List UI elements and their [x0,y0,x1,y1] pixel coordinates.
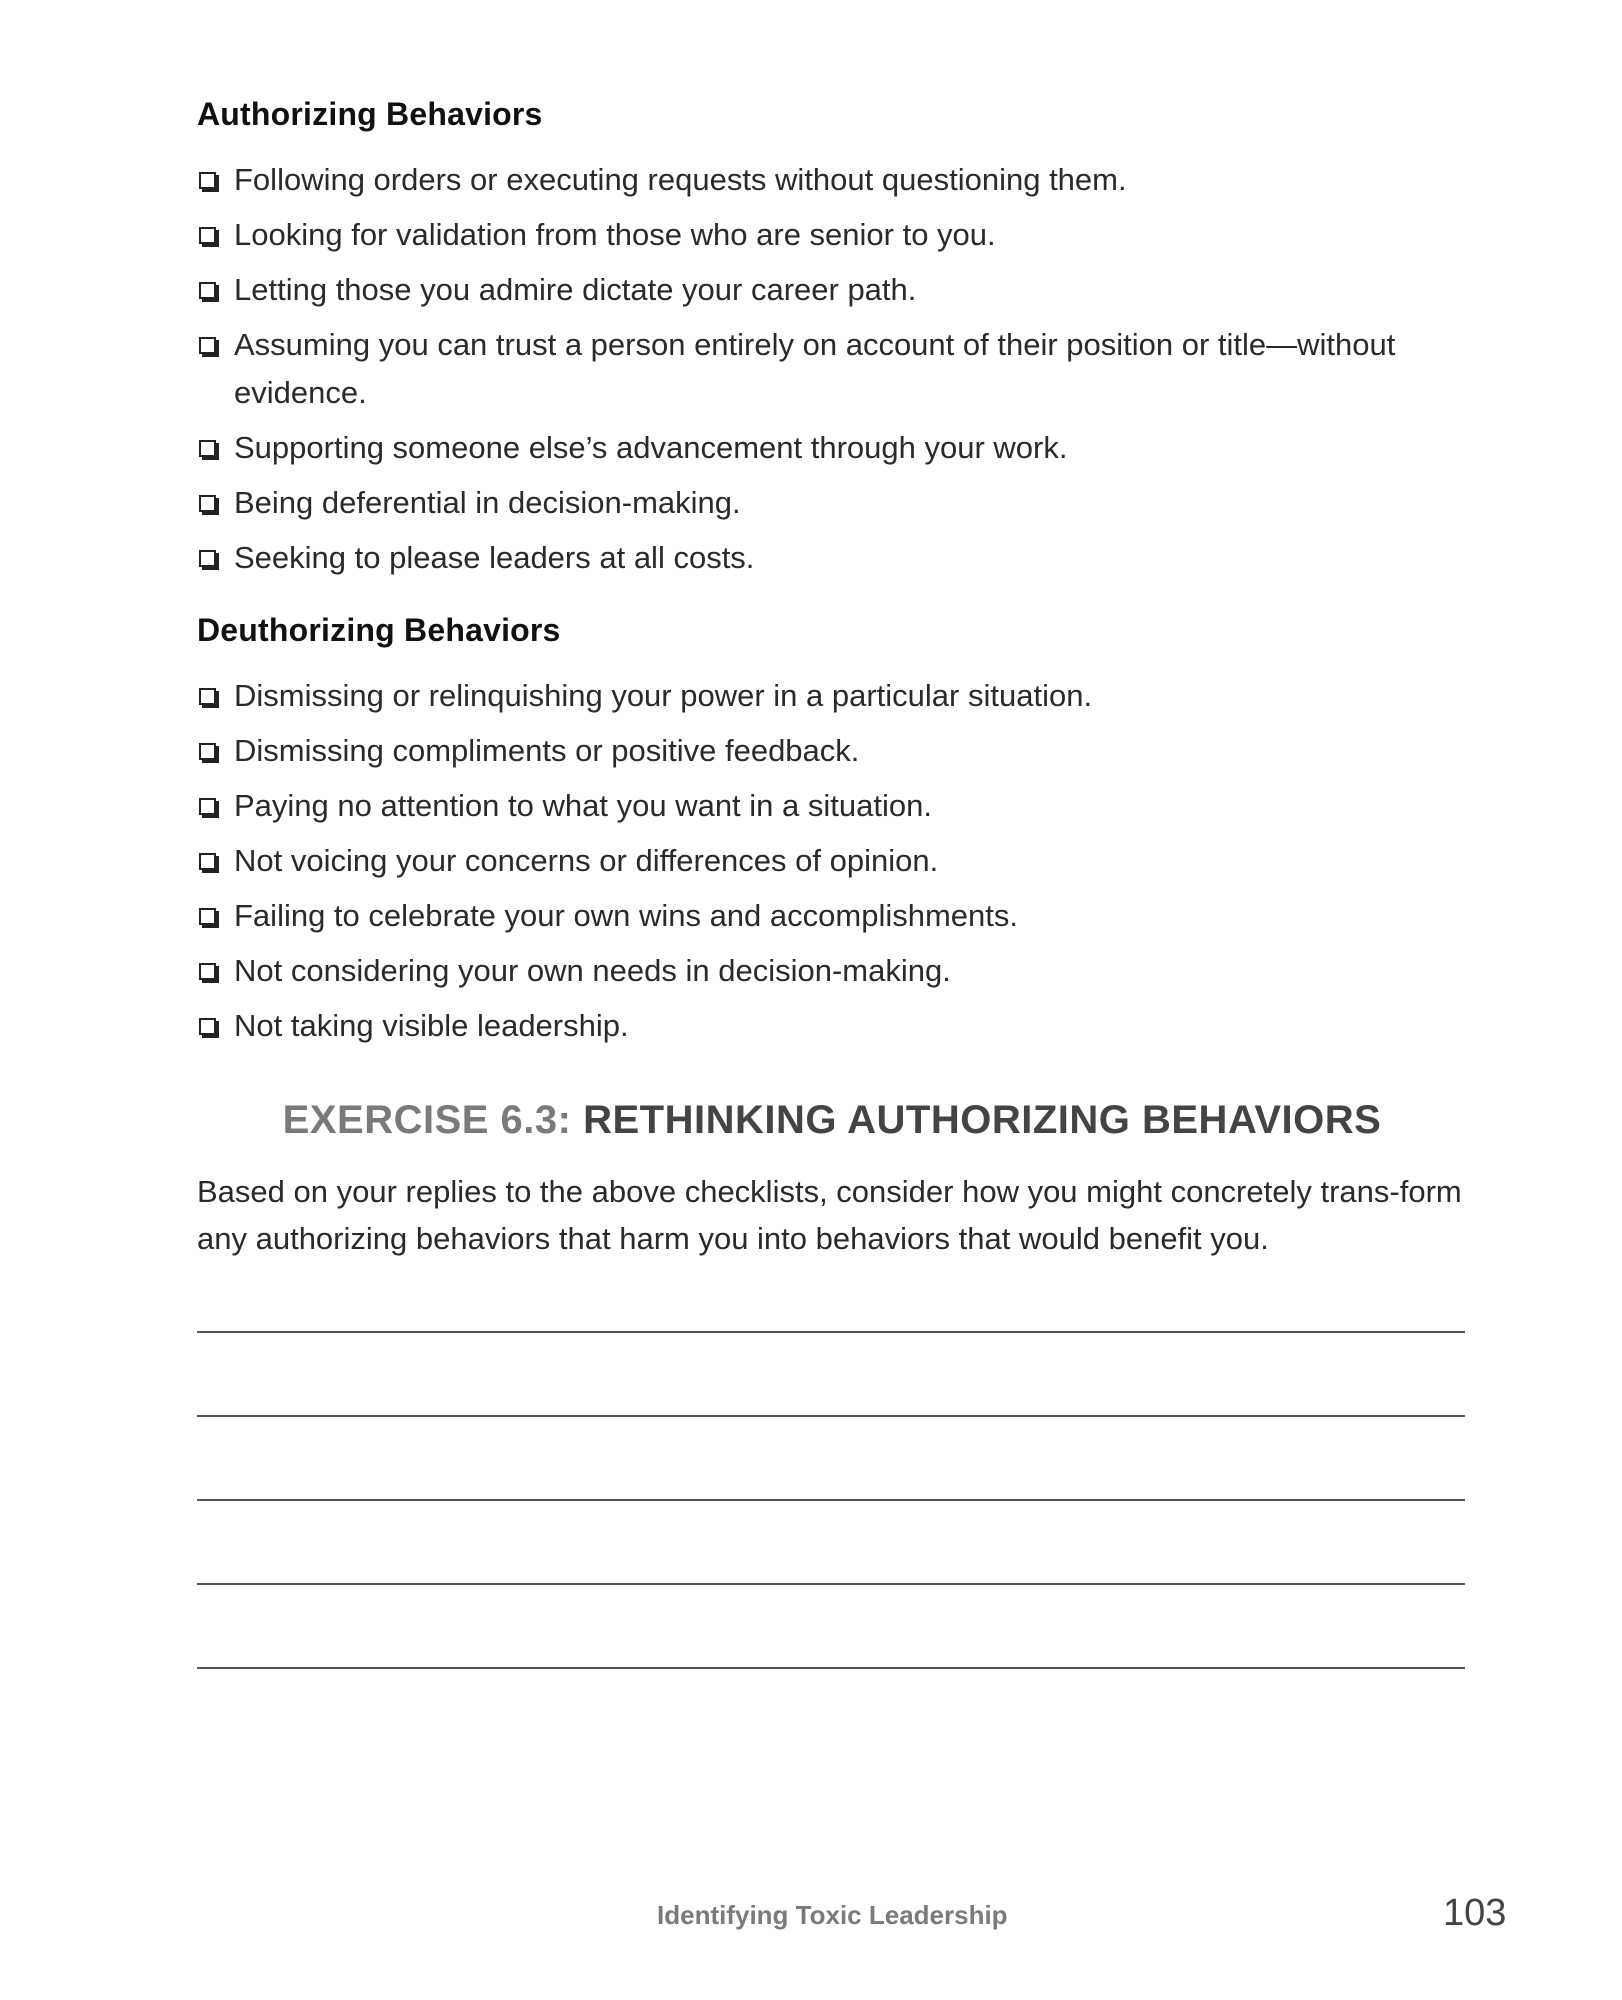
exercise-title [197,1098,1467,1143]
checklist-item-text: Dismissing or relinquishing your power in a particular situation. [234,678,1093,713]
checklist-item-text: Being deferential in decision-making. [234,485,741,520]
authorizing-heading: Authorizing Behaviors [197,96,543,132]
checkbox-icon[interactable] [199,495,216,512]
page-number: 103 [1443,1892,1507,1934]
checkbox-icon[interactable] [199,550,216,567]
answer-line[interactable] [197,1415,1465,1417]
checklist-item-text: Not voicing your concerns or differences of opinion. [234,843,939,878]
checkbox-icon[interactable] [199,227,216,244]
checklist-item-text: Dismissing compliments or positive feedback. [234,733,860,768]
checklist-item[interactable] [197,947,1487,995]
checklist-item-text: Failing to celebrate your own wins and accomplishments. [234,898,1018,933]
checklist-item[interactable] [197,837,1487,885]
checkbox-icon[interactable] [199,282,216,299]
checkbox-icon[interactable] [199,688,216,705]
checklist-item-text: Seeking to please leaders at all costs. [234,540,755,575]
checkbox-icon[interactable] [199,743,216,760]
checklist-item[interactable] [197,321,1487,417]
exercise-instructions: Based on your replies to the above checklists, consider how you might concretely trans-form any authorizing behaviors that harm you into behaviors that would benefit you. [197,1174,1462,1256]
checklist-item[interactable] [197,211,1487,259]
checkbox-icon[interactable] [199,853,216,870]
checkbox-icon[interactable] [199,963,216,980]
checklist-item[interactable] [197,534,1487,582]
checklist-item-text: Not considering your own needs in decision-making. [234,953,951,988]
checklist-item[interactable] [197,156,1487,204]
checklist-item-text: Paying no attention to what you want in a situation. [234,788,932,823]
exercise-name: RETHINKING AUTHORIZING BEHAVIORS [583,1098,1382,1142]
answer-line[interactable] [197,1331,1465,1333]
exercise-number: EXERCISE 6.3: [282,1098,572,1142]
checkbox-icon[interactable] [199,337,216,354]
deauthorizing-checklist [197,672,1487,1057]
checkbox-icon[interactable] [199,172,216,189]
checklist-item[interactable] [197,727,1487,775]
answer-line[interactable] [197,1499,1465,1501]
answer-line[interactable] [197,1583,1465,1585]
checklist-item[interactable] [197,1002,1487,1050]
page-footer [0,1892,1622,1942]
checklist-item[interactable] [197,892,1487,940]
checklist-item-text: Assuming you can trust a person entirely on account of their position or title—without evidence. [234,327,1396,410]
checklist-item[interactable] [197,672,1487,720]
running-footer-title: Identifying Toxic Leadership [657,1900,1008,1930]
checklist-item-text: Following orders or executing requests without questioning them. [234,162,1127,197]
checklist-item[interactable] [197,479,1487,527]
checklist-item-text: Not taking visible leadership. [234,1008,629,1043]
checklist-item[interactable] [197,782,1487,830]
authorizing-checklist [197,156,1487,589]
checkbox-icon[interactable] [199,798,216,815]
deauthorizing-heading: Deuthorizing Behaviors [197,612,561,648]
checkbox-icon[interactable] [199,908,216,925]
checklist-item[interactable] [197,266,1487,314]
checklist-item[interactable] [197,424,1487,472]
checklist-item-text: Looking for validation from those who are senior to you. [234,217,996,252]
checklist-item-text: Supporting someone else’s advancement through your work. [234,430,1068,465]
checklist-item-text: Letting those you admire dictate your career path. [234,272,917,307]
checkbox-icon[interactable] [199,1018,216,1035]
answer-line[interactable] [197,1667,1465,1669]
checkbox-icon[interactable] [199,440,216,457]
